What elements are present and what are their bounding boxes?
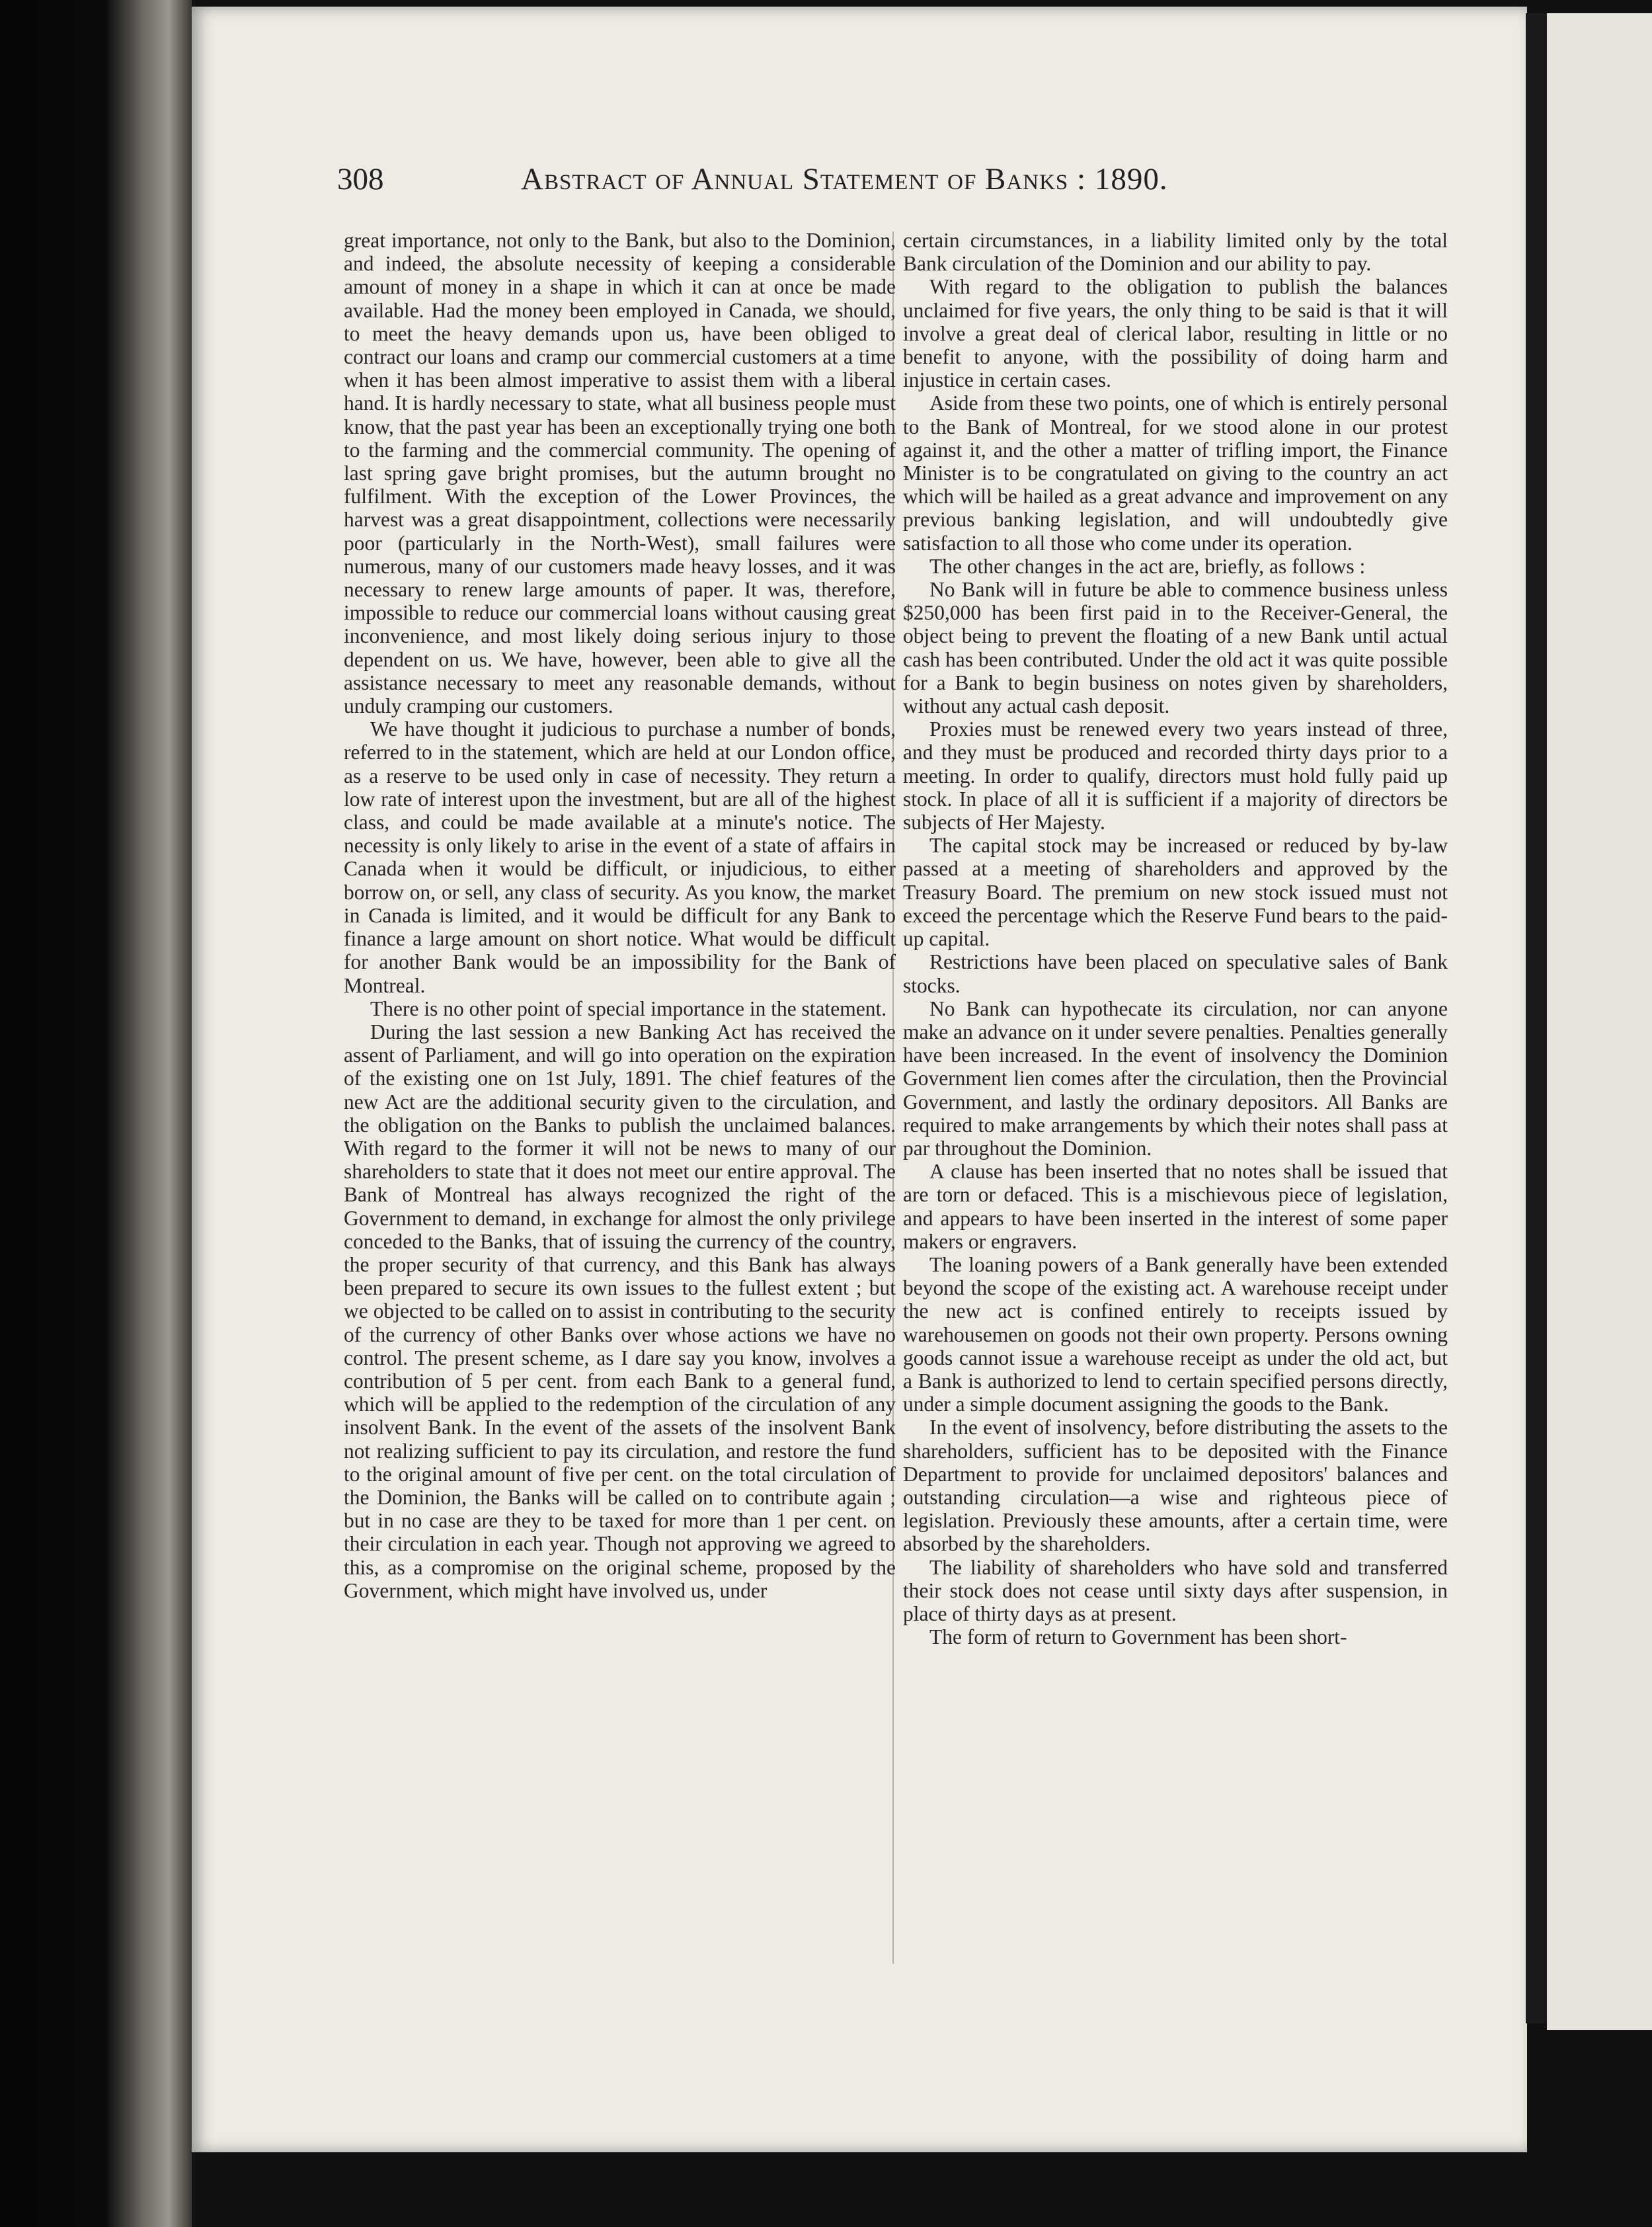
left-column (344, 229, 896, 1602)
scan-border-left (0, 0, 192, 2227)
paragraph: The other changes in the act are, briefly, as follows : (929, 554, 1366, 578)
paragraph: great importance, not only to the Bank, but also to the Dominion, and indeed, the absolute necessity of keeping a considerable amount of money in a shape in which it can at once be made available. Had the money been employed in Canada, we should, to meet the heavy demands upon us, have been obliged to contract our loans and cramp our commercial customers at a time when it has been almost imperative to assist them with a liberal hand. It is hardly necessary to state, what all business people must know, that the past year has been an exceptionally trying one both to the farming and the commercial community. The opening of last spring gave bright promises, but the autumn brought no fulfilment. With the exception of the Lower Provinces, the harvest was a great disappointment, collections were necessarily poor (particularly in the North-West), small failures were numerous, many of our customers made heavy losses, and it was necessary to renew large amounts of paper. It was, therefore, impossible to reduce our commercial loans without causing great inconvenience, and most likely doing serious injury to those dependent on us. We have, however, been able to give all the assistance necessary to meet any reasonable demands, without unduly cramping our customers. (344, 229, 896, 718)
paragraph: Aside from these two points, one of which is entirely personal to the Bank of Montreal, for we stood alone in our protest against it, and the other a matter of trifling import, the Finance Minister is to be congratulated on giving to the country an act which will be hailed as a great advance and improvement on any previous banking legislation, and will undoubtedly give satisfaction to all those who come under its operation. (903, 391, 1448, 555)
page-number: 308 (337, 162, 384, 196)
paragraph: Restrictions have been placed on speculative sales of Bank stocks. (903, 950, 1448, 997)
paragraph: The liability of shareholders who have sold and transferred their stock does not cease until sixty days after suspension, in place of thirty days as at present. (903, 1555, 1448, 1625)
running-head-title: Abstract of Annual Statement of Banks : 1890. (521, 162, 1168, 196)
paragraph: In the event of insolvency, before distributing the assets to the shareholders, sufficient has to be deposited with the Finance Department to provide for unclaimed depositors' balances and outstanding circulation—a wise and righteous piece of legislation. Previously these amounts, after a certain time, were absorbed by the shareholders. (903, 1416, 1448, 1556)
book-gutter (1526, 13, 1547, 2023)
paragraph: We have thought it judicious to purchase a number of bonds, referred to in the statement, which are held at our London office, as a reserve to be used only in case of necessity. They return a low rate of interest upon the investment, but are all of the highest class, and could be made available at a minute's notice. The necessity is only likely to arise in the event of a state of affairs in Canada when it would be difficult, or injudicious, to either borrow on, or sell, any class of security. As you know, the market in Canada is limited, and it would be difficult for any Bank to finance a large amount on short notice. What would be difficult for another Bank would be an impossibility for the Bank of Montreal. (344, 717, 896, 997)
facing-page-edge (1547, 13, 1652, 2030)
paragraph: The loaning powers of a Bank generally have been extended beyond the scope of the existing act. A warehouse receipt under the new act is confined entirely to receipts issued by warehousemen on goods not their own property. Persons owning goods cannot issue a warehouse receipt as under the old act, but a Bank is authorized to lend to certain specified persons directly, under a simple document assigning the goods to the Bank. (903, 1252, 1448, 1416)
paragraph: No Bank can hypothecate its circulation, nor can anyone make an advance on it under severe penalties. Penalties generally have been increased. In the event of insolvency the Dominion Government lien comes after the circulation, then the Provincial Government, and lastly the ordinary depositors. All Banks are required to make arrangements by which their notes shall pass at par throughout the Dominion. (903, 996, 1448, 1160)
right-column (903, 229, 1448, 1648)
paragraph: There is no other point of special importance in the statement. (370, 996, 887, 1020)
paragraph: The capital stock may be increased or reduced by by-law passed at a meeting of shareholders and approved by the Treasury Board. The premium on new stock issued must not exceed the percentage which the Reserve Fund bears to the paid-up capital. (903, 834, 1448, 951)
paragraph: During the last session a new Banking Act has received the assent of Parliament, and will go into operation on the expiration of the existing one on 1st July, 1891. The chief features of the new Act are the additional security given to the circulation, and the obligation on the Banks to publish the unclaimed balances. With regard to the former it will not be news to many of our shareholders to state that it does not meet our entire approval. The Bank of Montreal has always recognized the right of the Government to demand, in exchange for almost the only privilege conceded to the Banks, that of issuing the currency of the country, the proper security of that currency, and this Bank has always been prepared to secure its own issues to the fullest extent ; but we objected to be called on to assist in contributing to the security of the currency of other Banks over whose actions we have no control. The present scheme, as I dare say you know, involves a contribution of 5 per cent. from each Bank to a general fund, which will be applied to the redemption of the circulation of any insolvent Bank. In the event of the assets of the insolvent Bank not realizing sufficient to pay its circulation, and restore the fund to the original amount of five per cent. on the total circulation of the Dominion, the Banks will be called on to contribute again ; but in no case are they to be taxed for more than 1 per cent. on their circulation in each year. Though not approving we agreed to this, as a compromise on the original scheme, proposed by the Government, which might have involved us, under (344, 1020, 896, 1602)
paragraph: No Bank will in future be able to commence business unless $250,000 has been first paid in to the Receiver-General, the object being to prevent the floating of a new Bank until actual cash has been contributed. Under the old act it was quite possible for a Bank to begin business on notes given by shareholders, without any actual cash deposit. (903, 578, 1448, 718)
paragraph: Proxies must be renewed every two years instead of three, and they must be produced and recorded thirty days prior to a meeting. In order to qualify, directors must hold fully paid up stock. In place of all it is sufficient if a majority of directors be subjects of Her Majesty. (903, 717, 1448, 834)
paragraph: certain circumstances, in a liability limited only by the total Bank circulation of the Dominion and our ability to pay. (903, 229, 1448, 276)
paragraph: The form of return to Government has been short- (929, 1625, 1347, 1649)
paragraph: With regard to the obligation to publish the balances unclaimed for five years, the only thing to be said is that it will involve a great deal of clerical labor, resulting in little or no benefit to anyone, with the possibility of doing harm and injustice in certain cases. (903, 275, 1448, 392)
running-head (337, 161, 1263, 208)
paragraph: A clause has been inserted that no notes shall be issued that are torn or defaced. This is a mischievous piece of legislation, and appears to have been inserted in the interest of some paper makers or engravers. (903, 1160, 1448, 1253)
